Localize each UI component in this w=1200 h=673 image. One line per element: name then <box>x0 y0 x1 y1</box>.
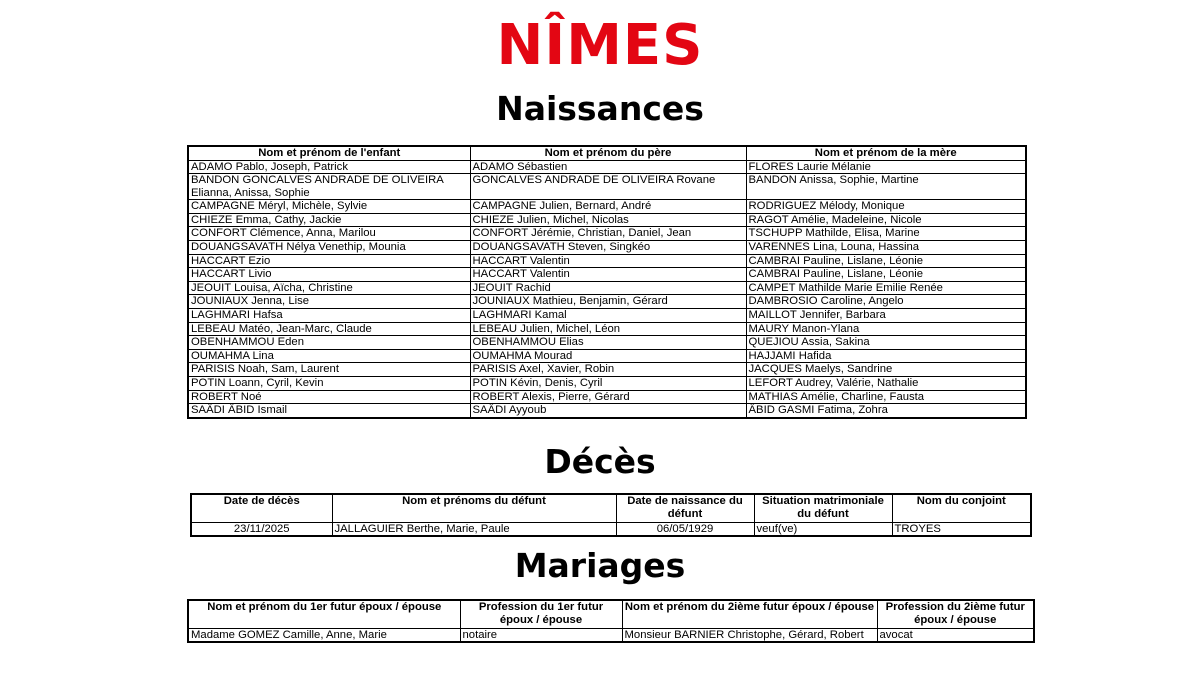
table-cell: JALLAGUIER Berthe, Marie, Paule <box>332 522 616 536</box>
header-spouse1-name: Nom et prénom du 1er futur époux / épouse <box>188 600 460 628</box>
table-row <box>188 309 1026 323</box>
table-cell: HACCART Valentin <box>470 254 746 268</box>
header-spouse2-name: Nom et prénom du 2ième futur époux / épouse <box>622 600 877 628</box>
table-cell: HACCART Livio <box>188 268 470 282</box>
table-cell: notaire <box>460 628 622 642</box>
table-row <box>188 363 1026 377</box>
table-cell: OUMAHMA Mourad <box>470 349 746 363</box>
city-title: NÎMES <box>496 13 704 78</box>
table-cell: DOUANGSAVATH Nélya Venethip, Mounia <box>188 241 470 255</box>
header-spouse1-profession: Profession du 1er futur époux / épouse <box>460 600 622 628</box>
table-cell: LEBEAU Matéo, Jean-Marc, Claude <box>188 322 470 336</box>
table-cell: RAGOT Amélie, Madeleine, Nicole <box>746 213 1026 227</box>
table-cell: LEFORT Audrey, Valérie, Nathalie <box>746 377 1026 391</box>
table-cell: ÂBID GASMI Fatima, Zohra <box>746 404 1026 418</box>
table-row <box>188 213 1026 227</box>
table-cell: SAÂDI Ayyoub <box>470 404 746 418</box>
table-cell: veuf(ve) <box>754 522 892 536</box>
marriages-header-row <box>188 600 1034 628</box>
deaths-heading: Décès <box>544 442 656 481</box>
births-table <box>187 145 1027 419</box>
table-cell: BANDON GONCALVES ANDRADE DE OLIVEIRA Elianna, Anissa, Sophie <box>188 174 470 200</box>
table-cell: ROBERT Alexis, Pierre, Gérard <box>470 390 746 404</box>
table-cell: Madame GOMEZ Camille, Anne, Marie <box>188 628 460 642</box>
table-row <box>188 268 1026 282</box>
table-cell: CAMPAGNE Julien, Bernard, André <box>470 200 746 214</box>
table-cell: LEBEAU Julien, Michel, Léon <box>470 322 746 336</box>
table-row <box>188 174 1026 200</box>
table-row <box>188 404 1026 418</box>
table-cell: SAÂDI ÂBID Ismail <box>188 404 470 418</box>
table-cell: ADAMO Pablo, Joseph, Patrick <box>188 160 470 174</box>
table-cell: HACCART Ezio <box>188 254 470 268</box>
table-row <box>188 227 1026 241</box>
table-cell: JOUNIAUX Mathieu, Benjamin, Gérard <box>470 295 746 309</box>
marriages-heading: Mariages <box>514 546 686 585</box>
table-cell: OBENHAMMOU Eden <box>188 336 470 350</box>
table-row <box>188 241 1026 255</box>
header-spouse2-profession: Profession du 2ième futur époux / épouse <box>877 600 1034 628</box>
table-row <box>188 322 1026 336</box>
deaths-table <box>190 493 1032 537</box>
table-cell: CAMBRAI Pauline, Lislane, Léonie <box>746 254 1026 268</box>
table-cell: CAMBRAI Pauline, Lislane, Léonie <box>746 268 1026 282</box>
table-cell: TSCHUPP Mathilde, Elisa, Marine <box>746 227 1026 241</box>
table-cell: CONFORT Jérémie, Christian, Daniel, Jean <box>470 227 746 241</box>
table-cell: LAGHMARI Kamal <box>470 309 746 323</box>
table-cell: CAMPAGNE Méryl, Michèle, Sylvie <box>188 200 470 214</box>
table-cell: PARISIS Axel, Xavier, Robin <box>470 363 746 377</box>
table-cell: FLORES Laurie Mélanie <box>746 160 1026 174</box>
table-row <box>188 281 1026 295</box>
header-death-date: Date de décès <box>191 494 332 522</box>
table-cell: 23/11/2025 <box>191 522 332 536</box>
table-cell: CONFORT Clémence, Anna, Marilou <box>188 227 470 241</box>
table-cell: CAMPET Mathilde Marie Emilie Renée <box>746 281 1026 295</box>
table-row <box>188 349 1026 363</box>
table-cell: QUEJIOU Assia, Sakina <box>746 336 1026 350</box>
table-cell: RODRIGUEZ Mélody, Monique <box>746 200 1026 214</box>
deaths-header-row <box>191 494 1031 522</box>
table-cell: JACQUES Maelys, Sandrine <box>746 363 1026 377</box>
header-father: Nom et prénom du père <box>470 146 746 160</box>
table-row <box>188 628 1034 642</box>
table-cell: DOUANGSAVATH Steven, Singkéo <box>470 241 746 255</box>
table-cell: MAILLOT Jennifer, Barbara <box>746 309 1026 323</box>
table-cell: PARISIS Noah, Sam, Laurent <box>188 363 470 377</box>
table-cell: TROYES <box>892 522 1031 536</box>
table-cell: HAJJAMI Hafida <box>746 349 1026 363</box>
table-row <box>188 336 1026 350</box>
header-birth-date: Date de naissance du défunt <box>616 494 754 522</box>
table-cell: Monsieur BARNIER Christophe, Gérard, Robert <box>622 628 877 642</box>
header-mother: Nom et prénom de la mère <box>746 146 1026 160</box>
header-child: Nom et prénom de l'enfant <box>188 146 470 160</box>
marriages-table <box>187 599 1035 643</box>
header-deceased-name: Nom et prénoms du défunt <box>332 494 616 522</box>
table-cell: POTIN Kévin, Denis, Cyril <box>470 377 746 391</box>
table-row <box>188 377 1026 391</box>
table-cell: DAMBROSIO Caroline, Angelo <box>746 295 1026 309</box>
table-cell: MAURY Manon-Ylana <box>746 322 1026 336</box>
table-cell: LAGHMARI Hafsa <box>188 309 470 323</box>
table-cell: CHIEZE Emma, Cathy, Jackie <box>188 213 470 227</box>
table-row <box>188 390 1026 404</box>
table-cell: JOUNIAUX Jenna, Lise <box>188 295 470 309</box>
table-cell: JEOUIT Rachid <box>470 281 746 295</box>
table-cell: POTIN Loann, Cyril, Kevin <box>188 377 470 391</box>
table-cell: VARENNES Lina, Louna, Hassina <box>746 241 1026 255</box>
table-cell: OBENHAMMOU Elias <box>470 336 746 350</box>
header-marital-status: Situation matrimoniale du défunt <box>754 494 892 522</box>
table-row <box>188 295 1026 309</box>
table-cell: 06/05/1929 <box>616 522 754 536</box>
table-row <box>191 522 1031 536</box>
header-spouse-name: Nom du conjoint <box>892 494 1031 522</box>
table-row <box>188 160 1026 174</box>
table-row <box>188 254 1026 268</box>
table-cell: ROBERT Noé <box>188 390 470 404</box>
table-cell: BANDON Anissa, Sophie, Martine <box>746 174 1026 200</box>
table-cell: OUMAHMA Lina <box>188 349 470 363</box>
births-heading: Naissances <box>496 89 704 128</box>
table-cell: HACCART Valentin <box>470 268 746 282</box>
table-cell: avocat <box>877 628 1034 642</box>
table-cell: JEOUIT Louisa, Aïcha, Christine <box>188 281 470 295</box>
table-cell: GONCALVES ANDRADE DE OLIVEIRA Rovane <box>470 174 746 200</box>
table-row <box>188 200 1026 214</box>
births-header-row <box>188 146 1026 160</box>
table-cell: MATHIAS Amélie, Charline, Fausta <box>746 390 1026 404</box>
table-cell: CHIEZE Julien, Michel, Nicolas <box>470 213 746 227</box>
table-cell: ADAMO Sébastien <box>470 160 746 174</box>
